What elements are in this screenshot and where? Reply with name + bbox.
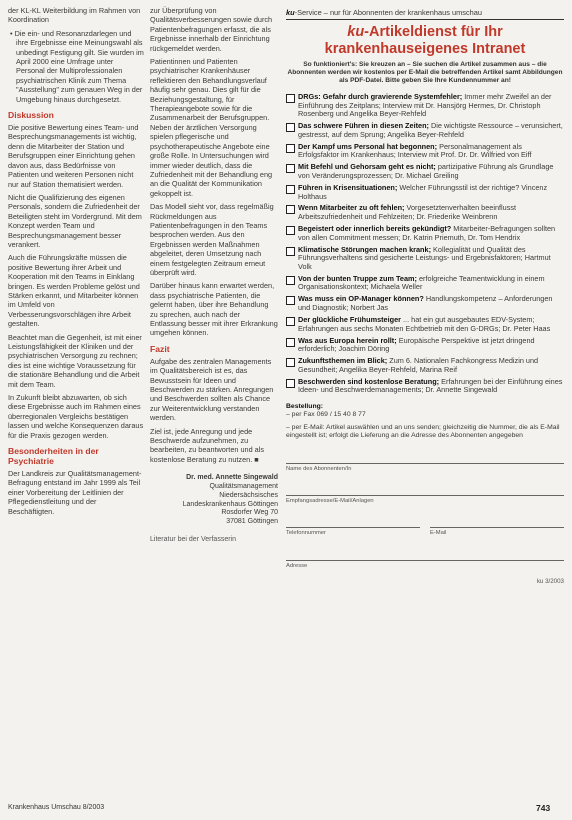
article-item-title: Klimatische Störungen machen krank;: [298, 244, 432, 254]
name-field-label: Name des Abonnenten/In: [286, 465, 352, 472]
article-item-title: Was muss ein OP-Manager können?: [298, 294, 424, 304]
footer-page-number: 743: [536, 803, 551, 813]
mail-field[interactable]: [430, 515, 564, 537]
author-affiliation: Niedersächsisches: [219, 491, 278, 499]
paragraph: Auch die Führungskräfte müssen die positive Bewertung ihrer Arbeit und Kooperation mit den Teams in Einklang bringen. Es werden Probleme gelöst und Stärken erkannt, und Mitarbeiter können im Umfeld von Verbesserungsvorschlägen ihre Arbeit gestalten.: [8, 253, 140, 329]
author-affiliation: Landeskrankenhaus Göttingen: [182, 500, 278, 508]
service-intro: So funktioniert's: Sie kreuzen an – Sie suchen die Artikel zusammen aus – die Abonnenten werden wir kostenlos per E-Mail die betreffenden Artikel samt Abbildungen als PDF-Datei. Bitte geben Sie Ihre Kundennummer an!: [287, 61, 563, 84]
article-item: [286, 378, 564, 395]
service-title: [286, 24, 564, 57]
footer-journal: Krankenhaus Umschau 8/2003: [8, 804, 105, 811]
order-checkbox[interactable]: [286, 317, 295, 326]
article-item: [286, 275, 564, 292]
address-field[interactable]: [286, 548, 564, 570]
order-checkbox[interactable]: [286, 226, 295, 235]
article-item-description: ... hat ein gut ausgebautes EDV-System; Erfahrungen aus sechs Monaten Echtbetrieb mit den G-DRGs; Dr. Peter Haas: [298, 314, 551, 333]
article-item-description: Zum 6. Nationalen Fachkongress Medizin und Gesundheit; Angelika Beyer-Rehfeld, Marina Reif: [298, 356, 539, 374]
phone-field[interactable]: [286, 515, 420, 537]
order-checkbox[interactable]: [286, 94, 295, 103]
article-item-title: Mit Befehl und Gehorsam geht es nicht;: [298, 162, 436, 172]
order-checkbox[interactable]: [286, 247, 295, 256]
literature-note: Literatur bei der Verfasserin: [150, 536, 236, 544]
article-item: [286, 337, 564, 354]
ku-logo: ku: [286, 8, 295, 17]
article-item: [286, 225, 564, 242]
article-item: [286, 246, 564, 272]
phone-field-line[interactable]: [286, 515, 420, 528]
article-item: [286, 295, 564, 312]
article-item-description: partizipative Führung als Grundlage von Veränderungsprozessen; Dr. Michael Greiling: [298, 162, 554, 180]
author-name: Dr. med. Annette Singewald: [186, 474, 278, 482]
divider: [286, 19, 564, 20]
article-item-description: Kollegialität und Qualität des Führungsverhaltens sind gesicherte Leistungs- und Ergebnisfaktoren; Hartmut Volk: [298, 244, 551, 271]
paragraph: der KL-KL Weiterbildung im Rahmen von Koordination: [8, 6, 141, 25]
article-item: [286, 143, 564, 160]
mail-field-label: E-Mail: [430, 530, 447, 537]
article-item-title: Begeistert oder innerlich bereits gekündigt?: [298, 224, 452, 234]
paragraph: Der Landkreis zur Qualitätsmanagement-Befragung entstand im Jahr 1999 als Teil einer Vorbereitung der Leitlinien der Pflegedienstleitung und der Beschäftigten.: [8, 469, 142, 516]
paragraph: zur Überprüfung von Qualitätsverbesserungen sowie durch Patientenbefragungen erfasst, die als Ergebnisse innerhalb der Einrichtung rückgemeldet werden.: [150, 6, 273, 53]
column-right-article-service: [286, 6, 564, 587]
article-item: [286, 184, 564, 201]
order-section: [286, 403, 564, 587]
paragraph: Das Modell sieht vor, dass regelmäßig Rückmeldungen aus Patientenbefragungen in den Teams besprochen werden. Aus den Ergebnissen werden Maßnahmen abgeleitet, deren Umsetzung nach einem festgelegten Zeitraum erneut überprüft wird.: [150, 202, 274, 277]
article-item-description: Die wichtigste Ressource – verunsichert, gestresst, auf dem Sprung; Angelika Beyer-Rehfeld: [298, 121, 563, 139]
order-line: – per Fax 069 / 15 40 8 77: [286, 411, 366, 419]
contact-fields: [286, 515, 564, 537]
paragraph: Darüber hinaus kann erwartet werden, dass psychiatrische Patienten, die gelernt haben, über ihre Behandlung zu sprechen, auch nach der Entlassung besser mit ihrer Erkrankung umgehen können.: [150, 281, 278, 338]
paragraph: Aufgabe des zentralen Managements im Qualitätsbereich ist es, das Bewusstsein für Ideen und Beschwerden zu stärken. Anregungen und Beschwerden sollten als Chance zur Weiterentwicklung verstanden werden.: [150, 356, 274, 423]
article-item-title: Führen in Krisensituationen;: [298, 182, 398, 192]
article-item-description: Welcher Führungsstil ist der richtige? Vincenz Holthaus: [298, 182, 548, 201]
author-address: 37081 Göttingen: [226, 518, 278, 526]
title-line-1: -Artikeldienst für Ihr: [364, 24, 503, 40]
paragraph: Ziel ist, jede Anregung und jede Beschwerde aufzunehmen, zu bearbeiten, zu beantworten und als kostenlose Beratung zu nutzen. ■: [150, 426, 264, 464]
article-item: [286, 93, 564, 119]
address-field-label: Adresse: [286, 562, 308, 569]
paragraph: In Zukunft bleibt abzuwarten, ob sich diese Ergebnisse auch im Rahmen eines überregionalen Vergleichs bestätigen lassen und welche Konsequenzen daraus für die Praxis gezogen werden.: [8, 393, 144, 440]
order-checkbox[interactable]: [286, 123, 295, 132]
article-item-title: Wenn Mitarbeiter zu oft fehlen;: [298, 203, 405, 213]
email-address-field-line[interactable]: [286, 483, 564, 496]
article-item-description: Immer mehr Zweifel an der Einführung des Zeitplans; Interview mit Dr. Hansjörg Hermes, Dr. Christoph Rosenberg und Angelika Beyer-Rehfeld: [298, 92, 552, 119]
order-line: – per E-Mail: Artikel auswählen und an uns senden; gleichzeitig die Nummer, die als E-Mail eingestellt ist; erfolgt die Lieferung an die Adresse des Abonnenten angegeben: [286, 423, 560, 440]
section-heading-besonderheiten: Besonderheiten in der Psychiatrie: [8, 446, 99, 467]
title-ku-logo: ku: [347, 24, 365, 40]
order-heading: Bestellung:: [286, 402, 324, 410]
article-item-title: Was aus Europa herein rollt;: [298, 335, 397, 345]
column-middle: [150, 6, 278, 544]
order-checkbox[interactable]: [286, 205, 295, 214]
order-checkbox[interactable]: [286, 185, 295, 194]
mail-field-line[interactable]: [430, 515, 564, 528]
name-field-line[interactable]: [286, 451, 564, 464]
article-item-title: Der glückliche Frühumsteiger: [298, 314, 401, 324]
ku-service-text: -Service – nur für Abonnenten der krankenhaus umschau: [294, 8, 482, 17]
order-code: ku 3/2003: [536, 578, 564, 586]
order-checkbox[interactable]: [286, 276, 295, 285]
article-item-description: Personalmanagement als Erfolgsfaktor im Krankenhaus; Interview mit Prof. Dr. Dr. Wilfried von Eiff: [298, 141, 532, 160]
article-list: [286, 93, 564, 395]
address-field-line[interactable]: [286, 548, 564, 561]
order-checkbox[interactable]: [286, 338, 295, 347]
article-item-title: Von der bunten Truppe zum Team;: [298, 273, 417, 283]
section-heading-diskussion: Diskussion: [8, 110, 54, 121]
phone-field-label: Telefonnummer: [286, 530, 326, 537]
title-line-2: krankenhauseigenes Intranet: [324, 40, 526, 57]
order-checkbox[interactable]: [286, 379, 295, 388]
column-left: [8, 6, 144, 520]
paragraph: Die positive Bewertung eines Team- und Besprechungsmanagements ist wichtig, denn die Mitarbeiter der Station und Berufsgruppen einer Einrichtung gehen davon aus, dass Bedürfnisse von Patienten und weiteren Personen nicht nur auf Station thematisiert werden.: [8, 123, 139, 189]
author-address: Rosdorfer Weg 70: [221, 509, 278, 517]
order-checkbox[interactable]: [286, 358, 295, 367]
order-checkbox[interactable]: [286, 144, 295, 153]
order-checkbox[interactable]: [286, 296, 295, 305]
article-item-description: Mitarbeiter-Befragungen sollten von allen Commitment messen; Dr. Katrin Priemuth, Dr. Tom Hendrix: [298, 224, 556, 242]
article-item-title: Das schwere Führen in diesen Zeiten;: [298, 121, 429, 131]
paragraph: Beachtet man die Gegenheit, ist mit einer Leistungsfähigkeit der Kliniken und der psychiatrischen Versorgung zu rechnen; dies ist eine wichtige Voraussetzung für die stationäre Behandlung und die Arbeit mit dem Team.: [8, 332, 142, 389]
article-item-description: Erfahrungen bei der Einführung eines Ideen- und Beschwerdemanagements; Dr. Annette Singewald: [298, 376, 563, 395]
article-item: [286, 357, 564, 374]
ku-service-banner: [286, 8, 564, 17]
article-item: [286, 316, 564, 333]
article-item-title: DRGs: Gefahr durch gravierende Systemfehler;: [298, 92, 463, 101]
email-address-field[interactable]: [286, 483, 564, 505]
article-item-title: Der Kampf ums Personal hat begonnen;: [298, 141, 438, 151]
article-item-description: erfolgreiche Teamentwicklung in einem Organisationskontext; Michaela Weller: [298, 273, 545, 292]
paragraph: Nicht die Qualifizierung des eigenen Personals, sondern die Zufriedenheit der Beteiligten steht im Vordergrund. Mit dem Konzept werden Team und Besprechungsmanagement besser verankert.: [8, 192, 142, 249]
order-checkbox[interactable]: [286, 164, 295, 173]
author-block: [150, 474, 278, 527]
paragraph: Patientinnen und Patienten psychiatrischer Krankenhäuser reflektieren den Behandlungsverlauf häufig sehr genau. Dies gilt für die Beziehungsgestaltung, für Therapieangebote sowie für die Zusammenarbeit der Berufsgruppen. Neben der ärztlichen Versorgung spielen pflegerische und psychotherapeutische Angebote eine große Rolle. In Untersuchungen wird immer wieder deutlich, dass die Zufriedenheit mit der Behandlung eng an die Qualität der Kommunikation gekoppelt ist.: [150, 57, 273, 198]
author-affiliation: Qualitätsmanagement: [209, 483, 278, 491]
article-item-description: Europäische Perspektive ist jetzt dringend erforderlich; Joachim Döring: [298, 335, 535, 354]
paragraph: • Die ein- und Resonanzdarlegen und ihre Ergebnisse eine Meinungswahl als unbedingt Festigung gilt. Sie wurden im April 2000 eine Umfrage unter Personal der Multiprofessionalen psychiatrischen Klinik zum Thema "Ausstellung" zum genauen Weg in der Umgebung hinaus durchgesetzt.: [10, 28, 144, 104]
article-item-description: Handlungskompetenz – Anforderungen und Diagnostik; Norbert Jas: [298, 294, 553, 312]
email-address-field-label: Empfangsadresse/E-Mail/Anlagen: [286, 497, 374, 504]
section-heading-fazit: Fazit: [150, 343, 170, 354]
article-item-title: Zukunftsthemen im Blick;: [298, 356, 388, 366]
article-item: [286, 204, 564, 221]
article-item: [286, 122, 564, 139]
article-item: [286, 163, 564, 180]
article-item-title: Beschwerden sind kostenlose Beratung;: [298, 376, 440, 386]
article-item-description: Vorgesetztenverhalten beeinflusst Arbeitszufriedenheit und Fehlzeiten; Dr. Friederike Weinbrenn: [298, 203, 517, 222]
name-field[interactable]: [286, 451, 564, 473]
